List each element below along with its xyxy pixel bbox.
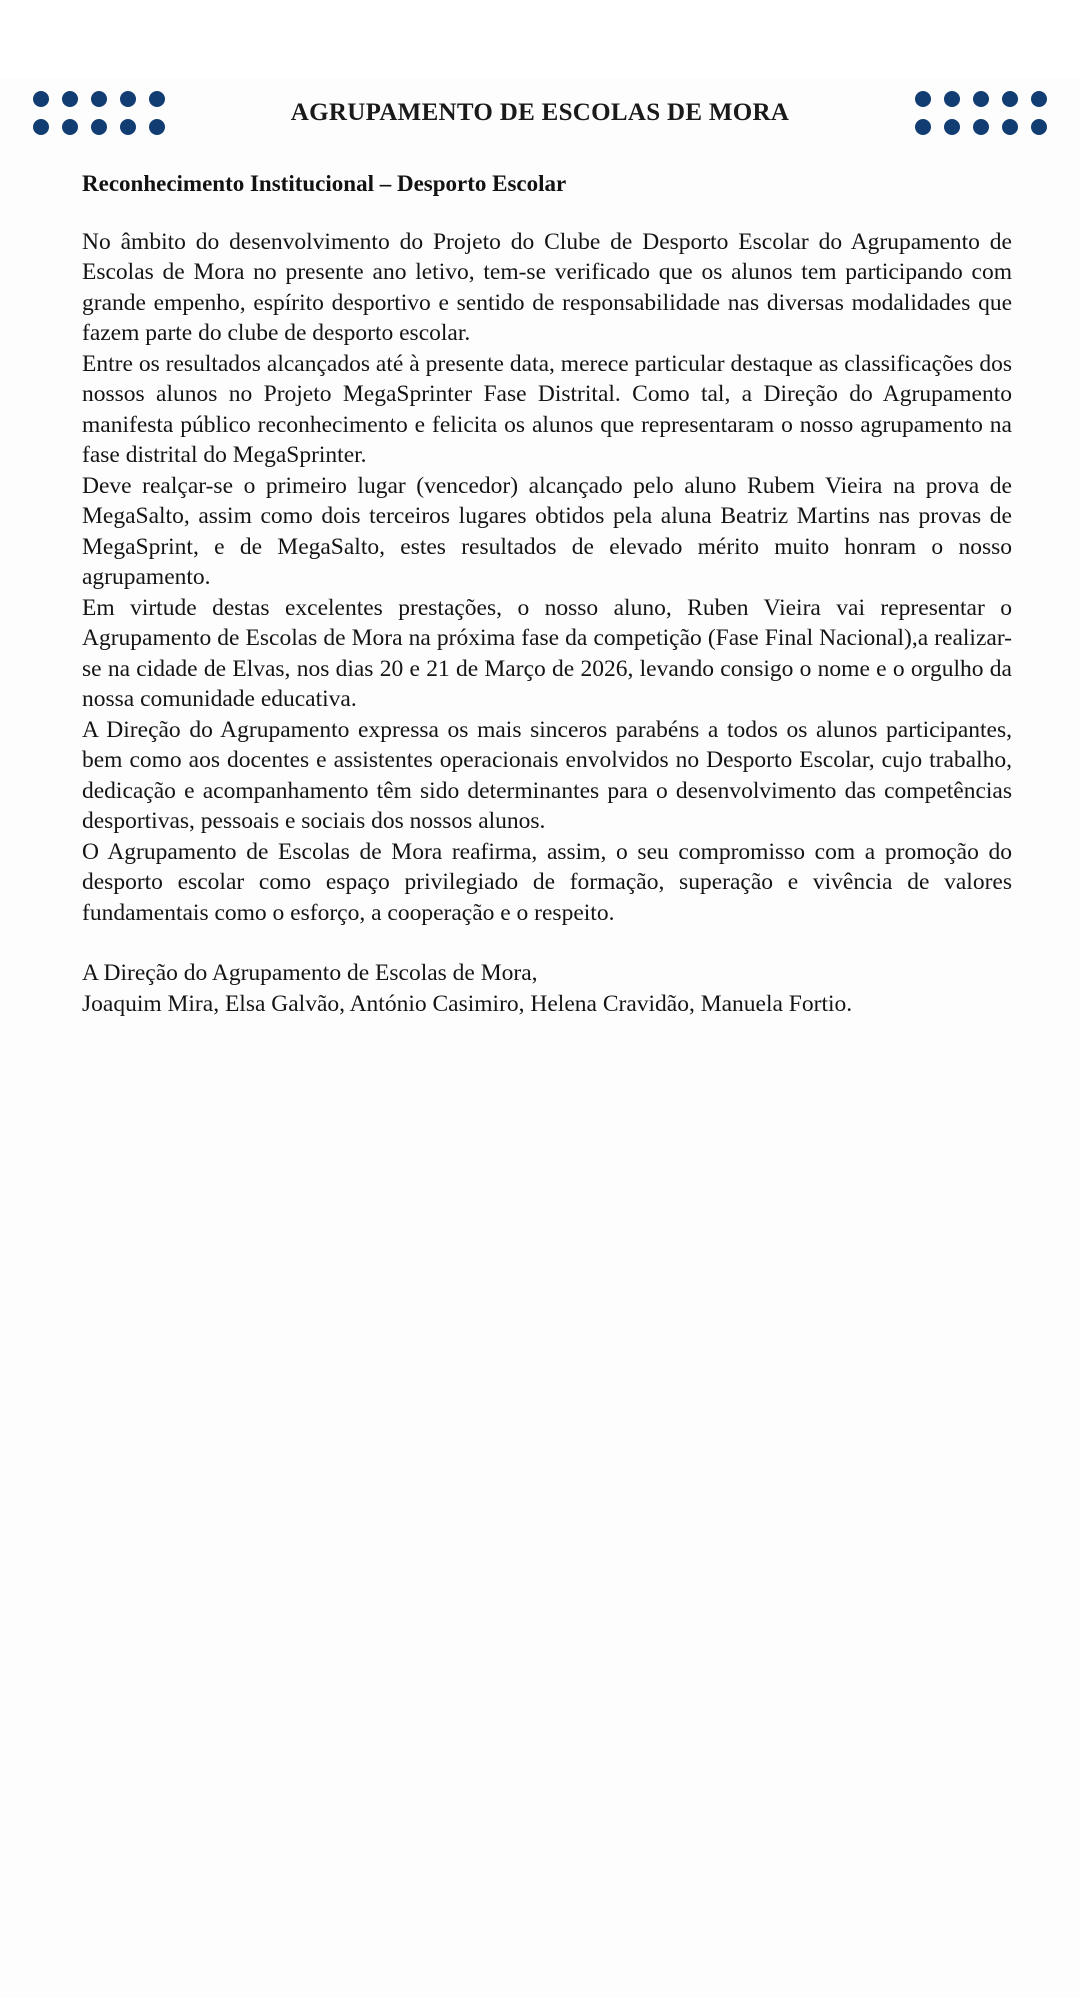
- decorative-dot: [120, 91, 136, 107]
- decorative-dot: [1002, 91, 1018, 107]
- decorative-dot: [973, 119, 989, 135]
- signature-names: Joaquim Mira, Elsa Galvão, António Casimiro, Helena Cravidão, Manuela Fortio.: [82, 991, 853, 1018]
- right-dot-grid: [902, 85, 1047, 141]
- decorative-dot: [120, 119, 136, 135]
- signature-block: [82, 958, 1012, 1020]
- paragraph: A Direção do Agrupamento expressa os mais sinceros parabéns a todos os alunos participantes, bem como aos docentes e assistentes operacionais envolvidos no Desporto Escolar, cujo trabalho, dedicação e acompanhamento têm sido determinantes para o desenvolvimento das competências desportivas, pessoais e sociais dos nossos alunos.: [82, 716, 1012, 835]
- decorative-dot: [1031, 91, 1047, 107]
- signature-authority: A Direção do Agrupamento de Escolas de Mora,: [82, 960, 538, 987]
- organization-title: AGRUPAMENTO DE ESCOLAS DE MORA: [290, 99, 790, 126]
- decorative-dot: [1002, 119, 1018, 135]
- decorative-dot: [62, 91, 78, 107]
- paragraph: No âmbito do desenvolvimento do Projeto do Clube de Desporto Escolar do Agrupamento de Escolas de Mora no presente ano letivo, tem-se verificado que os alunos tem participando com grande empenho, espírito desportivo e sentido de responsabilidade nas diversas modalidades que fazem parte do clube de desporto escolar.: [82, 228, 1012, 347]
- decorative-dot: [62, 119, 78, 135]
- document-page: [0, 78, 1080, 1998]
- decorative-dot: [33, 119, 49, 135]
- decorative-dot: [149, 119, 165, 135]
- decorative-dot: [149, 91, 165, 107]
- decorative-dot: [1031, 119, 1047, 135]
- document-subtitle: Reconhecimento Institucional – Desporto Escolar: [82, 171, 567, 196]
- decorative-dot: [915, 91, 931, 107]
- document-body: [82, 227, 1012, 929]
- letterhead: [0, 78, 1080, 148]
- decorative-dot: [973, 91, 989, 107]
- paragraph: Deve realçar-se o primeiro lugar (vencedor) alcançado pelo aluno Rubem Vieira na prova de MegaSalto, assim como dois terceiros lugares obtidos pela aluna Beatriz Martins nas provas de MegaSprint, e de MegaSalto, estes resultados de elevado mérito muito honram o nosso agrupamento.: [82, 472, 1012, 591]
- decorative-dot: [91, 119, 107, 135]
- decorative-dot: [33, 91, 49, 107]
- paragraph: Entre os resultados alcançados até à presente data, merece particular destaque as classificações dos nossos alunos no Projeto MegaSprinter Fase Distrital. Como tal, a Direção do Agrupamento manifesta público reconhecimento e felicita os alunos que representaram o nosso agrupamento na fase distrital do MegaSprinter.: [82, 350, 1012, 469]
- document-content: [0, 170, 1080, 1020]
- decorative-dot: [944, 91, 960, 107]
- decorative-dot: [91, 91, 107, 107]
- paragraph: Em virtude destas excelentes prestações, o nosso aluno, Ruben Vieira vai representar o Agrupamento de Escolas de Mora na próxima fase da competição (Fase Final Nacional),a realizar-se na cidade de Elvas, nos dias 20 e 21 de Março de 2026, levando consigo o nome e o orgulho da nossa comunidade educativa.: [82, 594, 1012, 713]
- decorative-dot: [944, 119, 960, 135]
- decorative-dot: [915, 119, 931, 135]
- paragraph: O Agrupamento de Escolas de Mora reafirma, assim, o seu compromisso com a promoção do desporto escolar como espaço privilegiado de formação, superação e vivência de valores fundamentais como o esforço, a cooperação e o respeito.: [82, 838, 1012, 926]
- left-dot-grid: [33, 85, 178, 141]
